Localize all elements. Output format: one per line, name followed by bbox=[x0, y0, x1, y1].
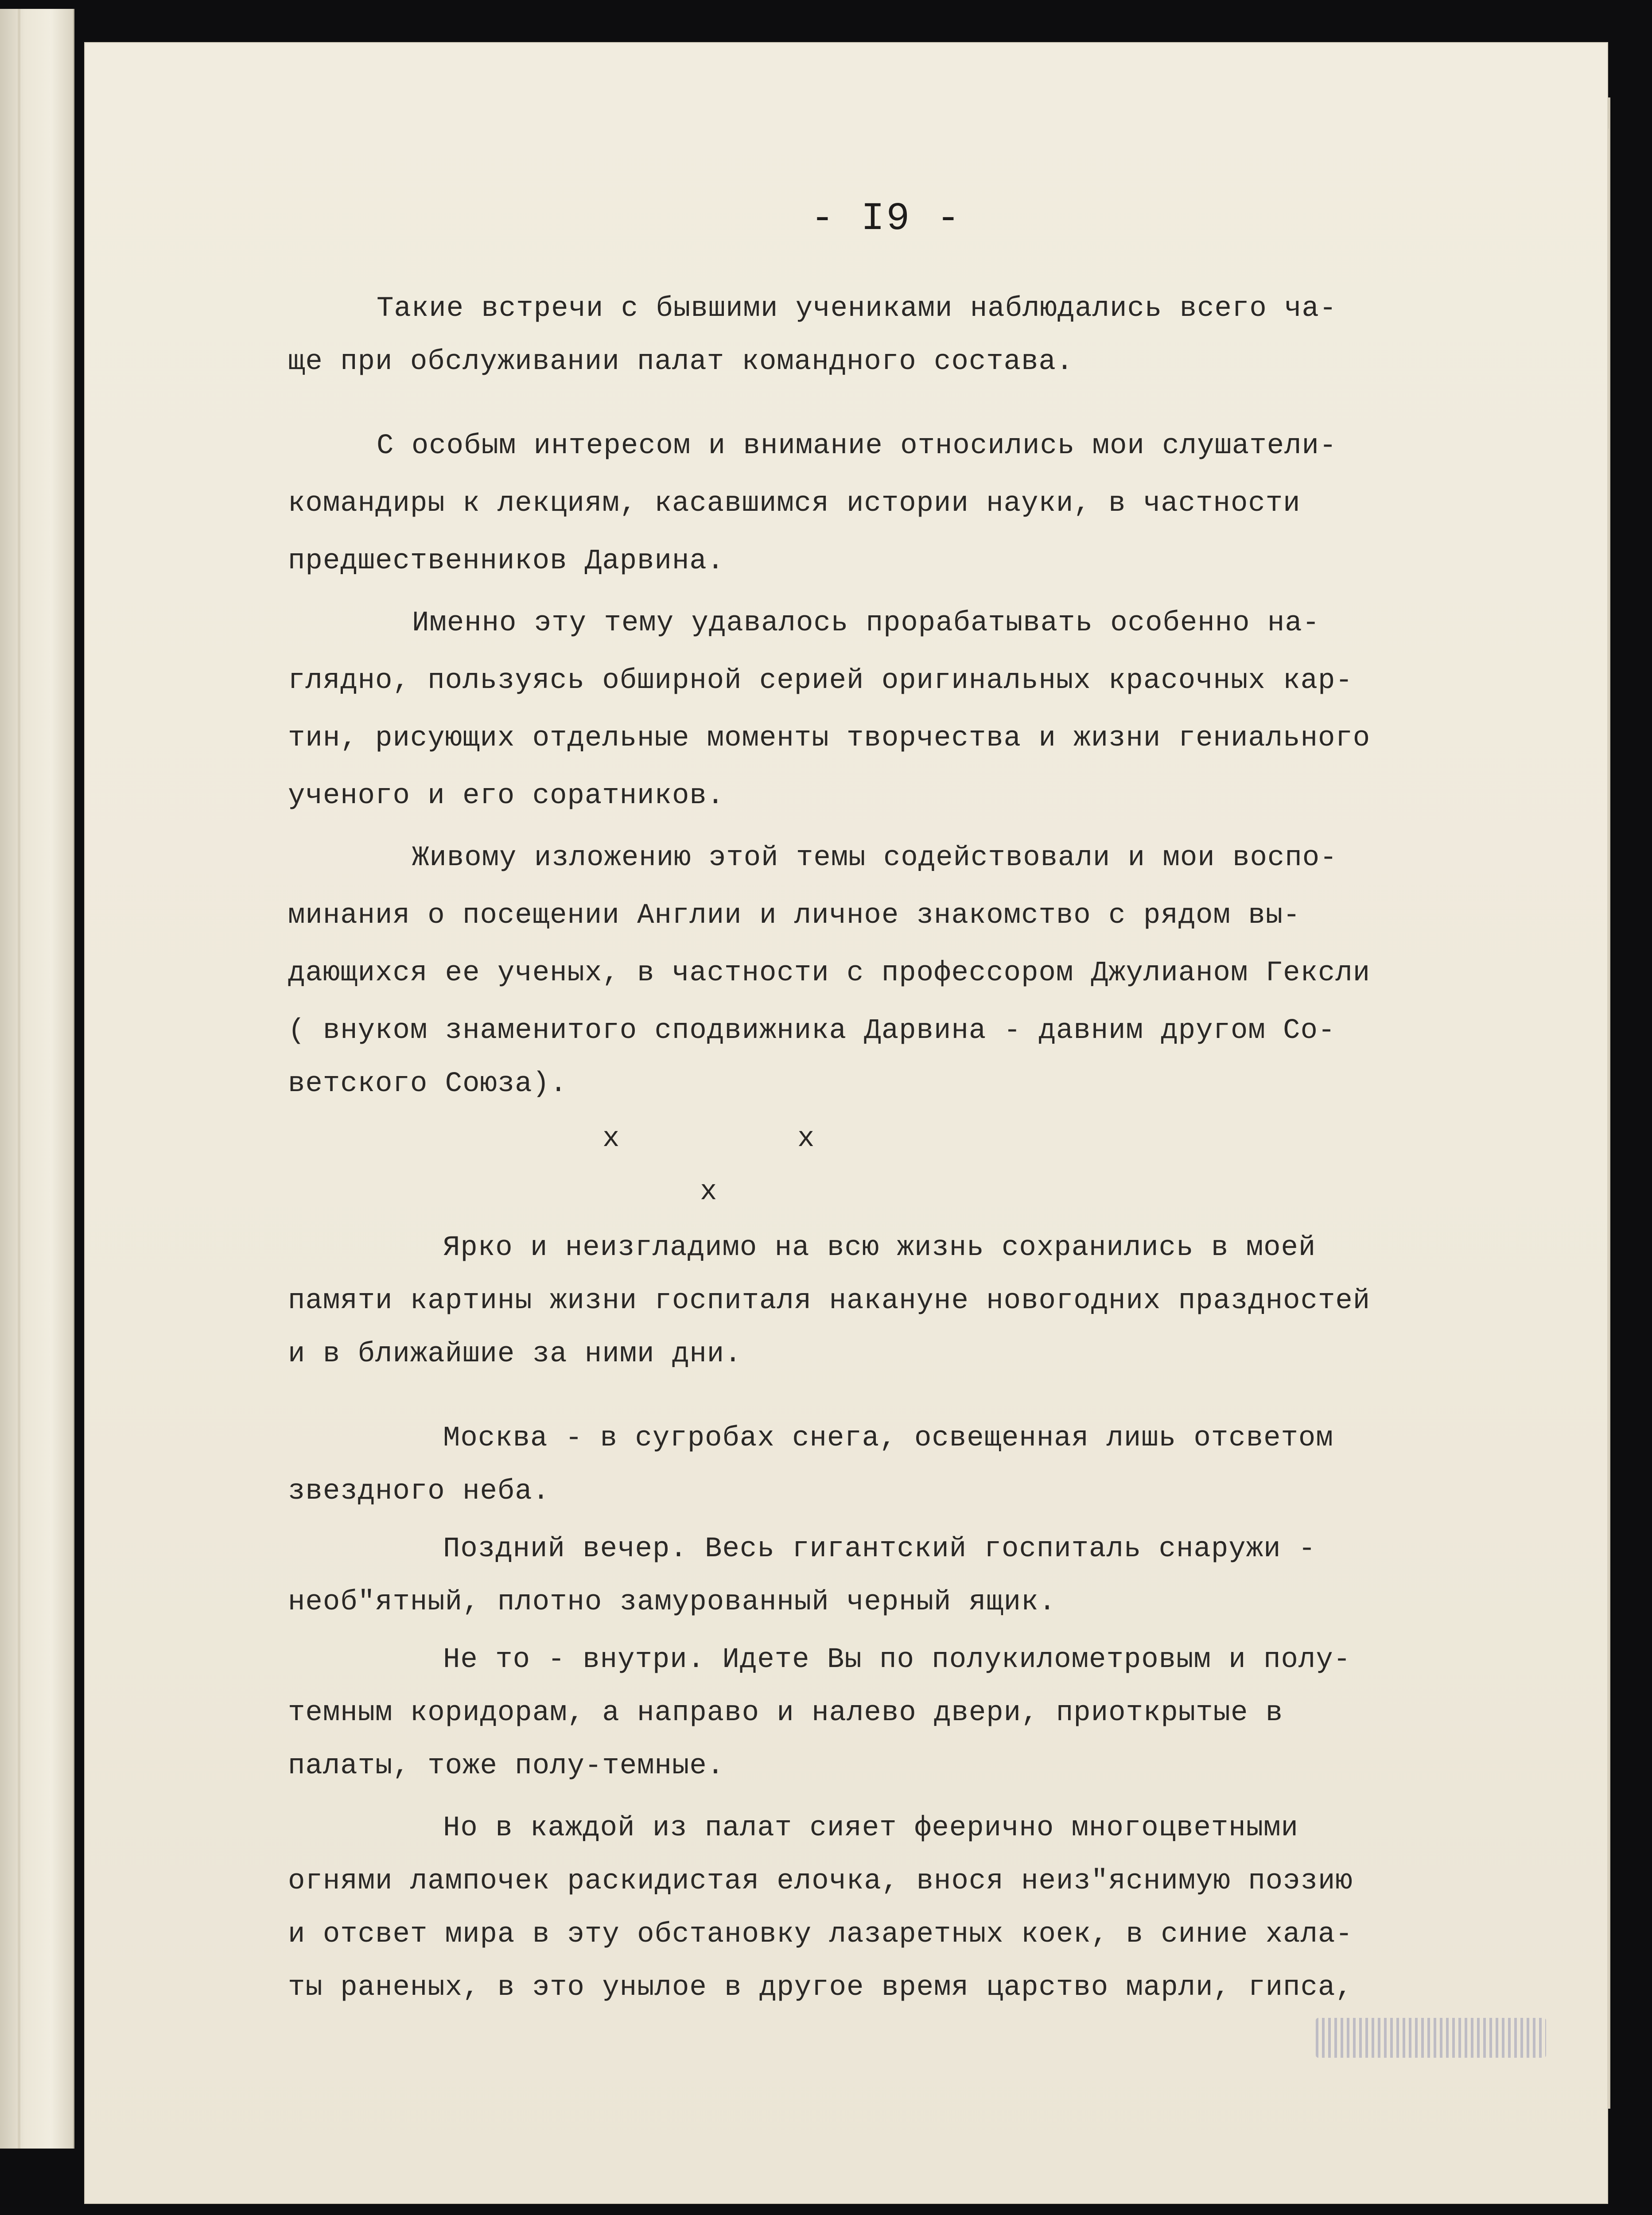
text-line: и в ближайшие за ними дни. bbox=[288, 1338, 742, 1370]
text-line: необ"ятный, плотно замурованный черный ящик. bbox=[288, 1586, 1056, 1618]
document-page bbox=[84, 42, 1608, 2204]
text-line: Не то - внутри. Идете Вы по полукилометровым и полу- bbox=[443, 1644, 1351, 1676]
text-line: предшественников Дарвина. bbox=[288, 545, 725, 577]
library-stamp bbox=[1316, 2018, 1546, 2058]
text-line: звездного неба. bbox=[288, 1476, 550, 1508]
text-line: ученого и его соратников. bbox=[288, 780, 725, 812]
text-line: огнями лампочек раскидистая елочка, внося неиз"яснимую поэзию bbox=[288, 1865, 1353, 1897]
text-line: темным коридорам, а направо и налево двери, приоткрытые в bbox=[288, 1697, 1283, 1729]
text-line: ще при обслуживании палат командного состава. bbox=[288, 346, 1074, 378]
text-line: Поздний вечер. Весь гигантский госпиталь снаружи - bbox=[443, 1533, 1316, 1565]
text-line: тин, рисующих отдельные моменты творчества и жизни гениального bbox=[288, 723, 1371, 754]
text-line: дающихся ее ученых, в частности с профессором Джулианом Гексли bbox=[288, 957, 1371, 989]
page-number: - I9 - bbox=[811, 197, 962, 241]
text-line: командиры к лекциям, касавшимся истории науки, в частности bbox=[288, 488, 1301, 520]
previous-page-edge bbox=[0, 9, 74, 2149]
section-separator-mark: x bbox=[797, 1123, 815, 1155]
text-line: ( внуком знаменитого сподвижника Дарвина - давним другом Со- bbox=[288, 1015, 1336, 1047]
text-line: Именно эту тему удавалось прорабатывать особенно на- bbox=[412, 607, 1320, 639]
text-line: Ярко и неизгладимо на всю жизнь сохранились в моей bbox=[443, 1232, 1316, 1264]
text-line: памяти картины жизни госпиталя накануне новогодних праздностей bbox=[288, 1285, 1371, 1317]
text-line: Живому изложению этой темы содействовали и мои воспо- bbox=[412, 842, 1337, 874]
binding-fold bbox=[18, 9, 20, 2149]
text-line: ветского Союза). bbox=[288, 1068, 568, 1100]
text-line: минания о посещении Англии и личное знакомство с рядом вы- bbox=[288, 900, 1301, 932]
text-line: Но в каждой из палат сияет феерично многоцветными bbox=[443, 1812, 1298, 1844]
text-line: С особым интересом и внимание относились мои слушатели- bbox=[377, 430, 1337, 462]
section-separator-mark: x bbox=[602, 1123, 620, 1155]
text-line: Такие встречи с бывшими учениками наблюдались всего ча- bbox=[377, 293, 1337, 325]
text-line: палаты, тоже полу-темные. bbox=[288, 1750, 725, 1782]
text-line: глядно, пользуясь обширной серией оригинальных красочных кар- bbox=[288, 665, 1353, 697]
text-line: Москва - в сугробах снега, освещенная лишь отсветом bbox=[443, 1422, 1333, 1454]
text-line: ты раненых, в это унылое в другое время царство марли, гипса, bbox=[288, 1972, 1353, 2004]
text-line: и отсвет мира в эту обстановку лазаретных коек, в синие хала- bbox=[288, 1919, 1353, 1951]
section-separator-mark: x bbox=[700, 1176, 717, 1208]
